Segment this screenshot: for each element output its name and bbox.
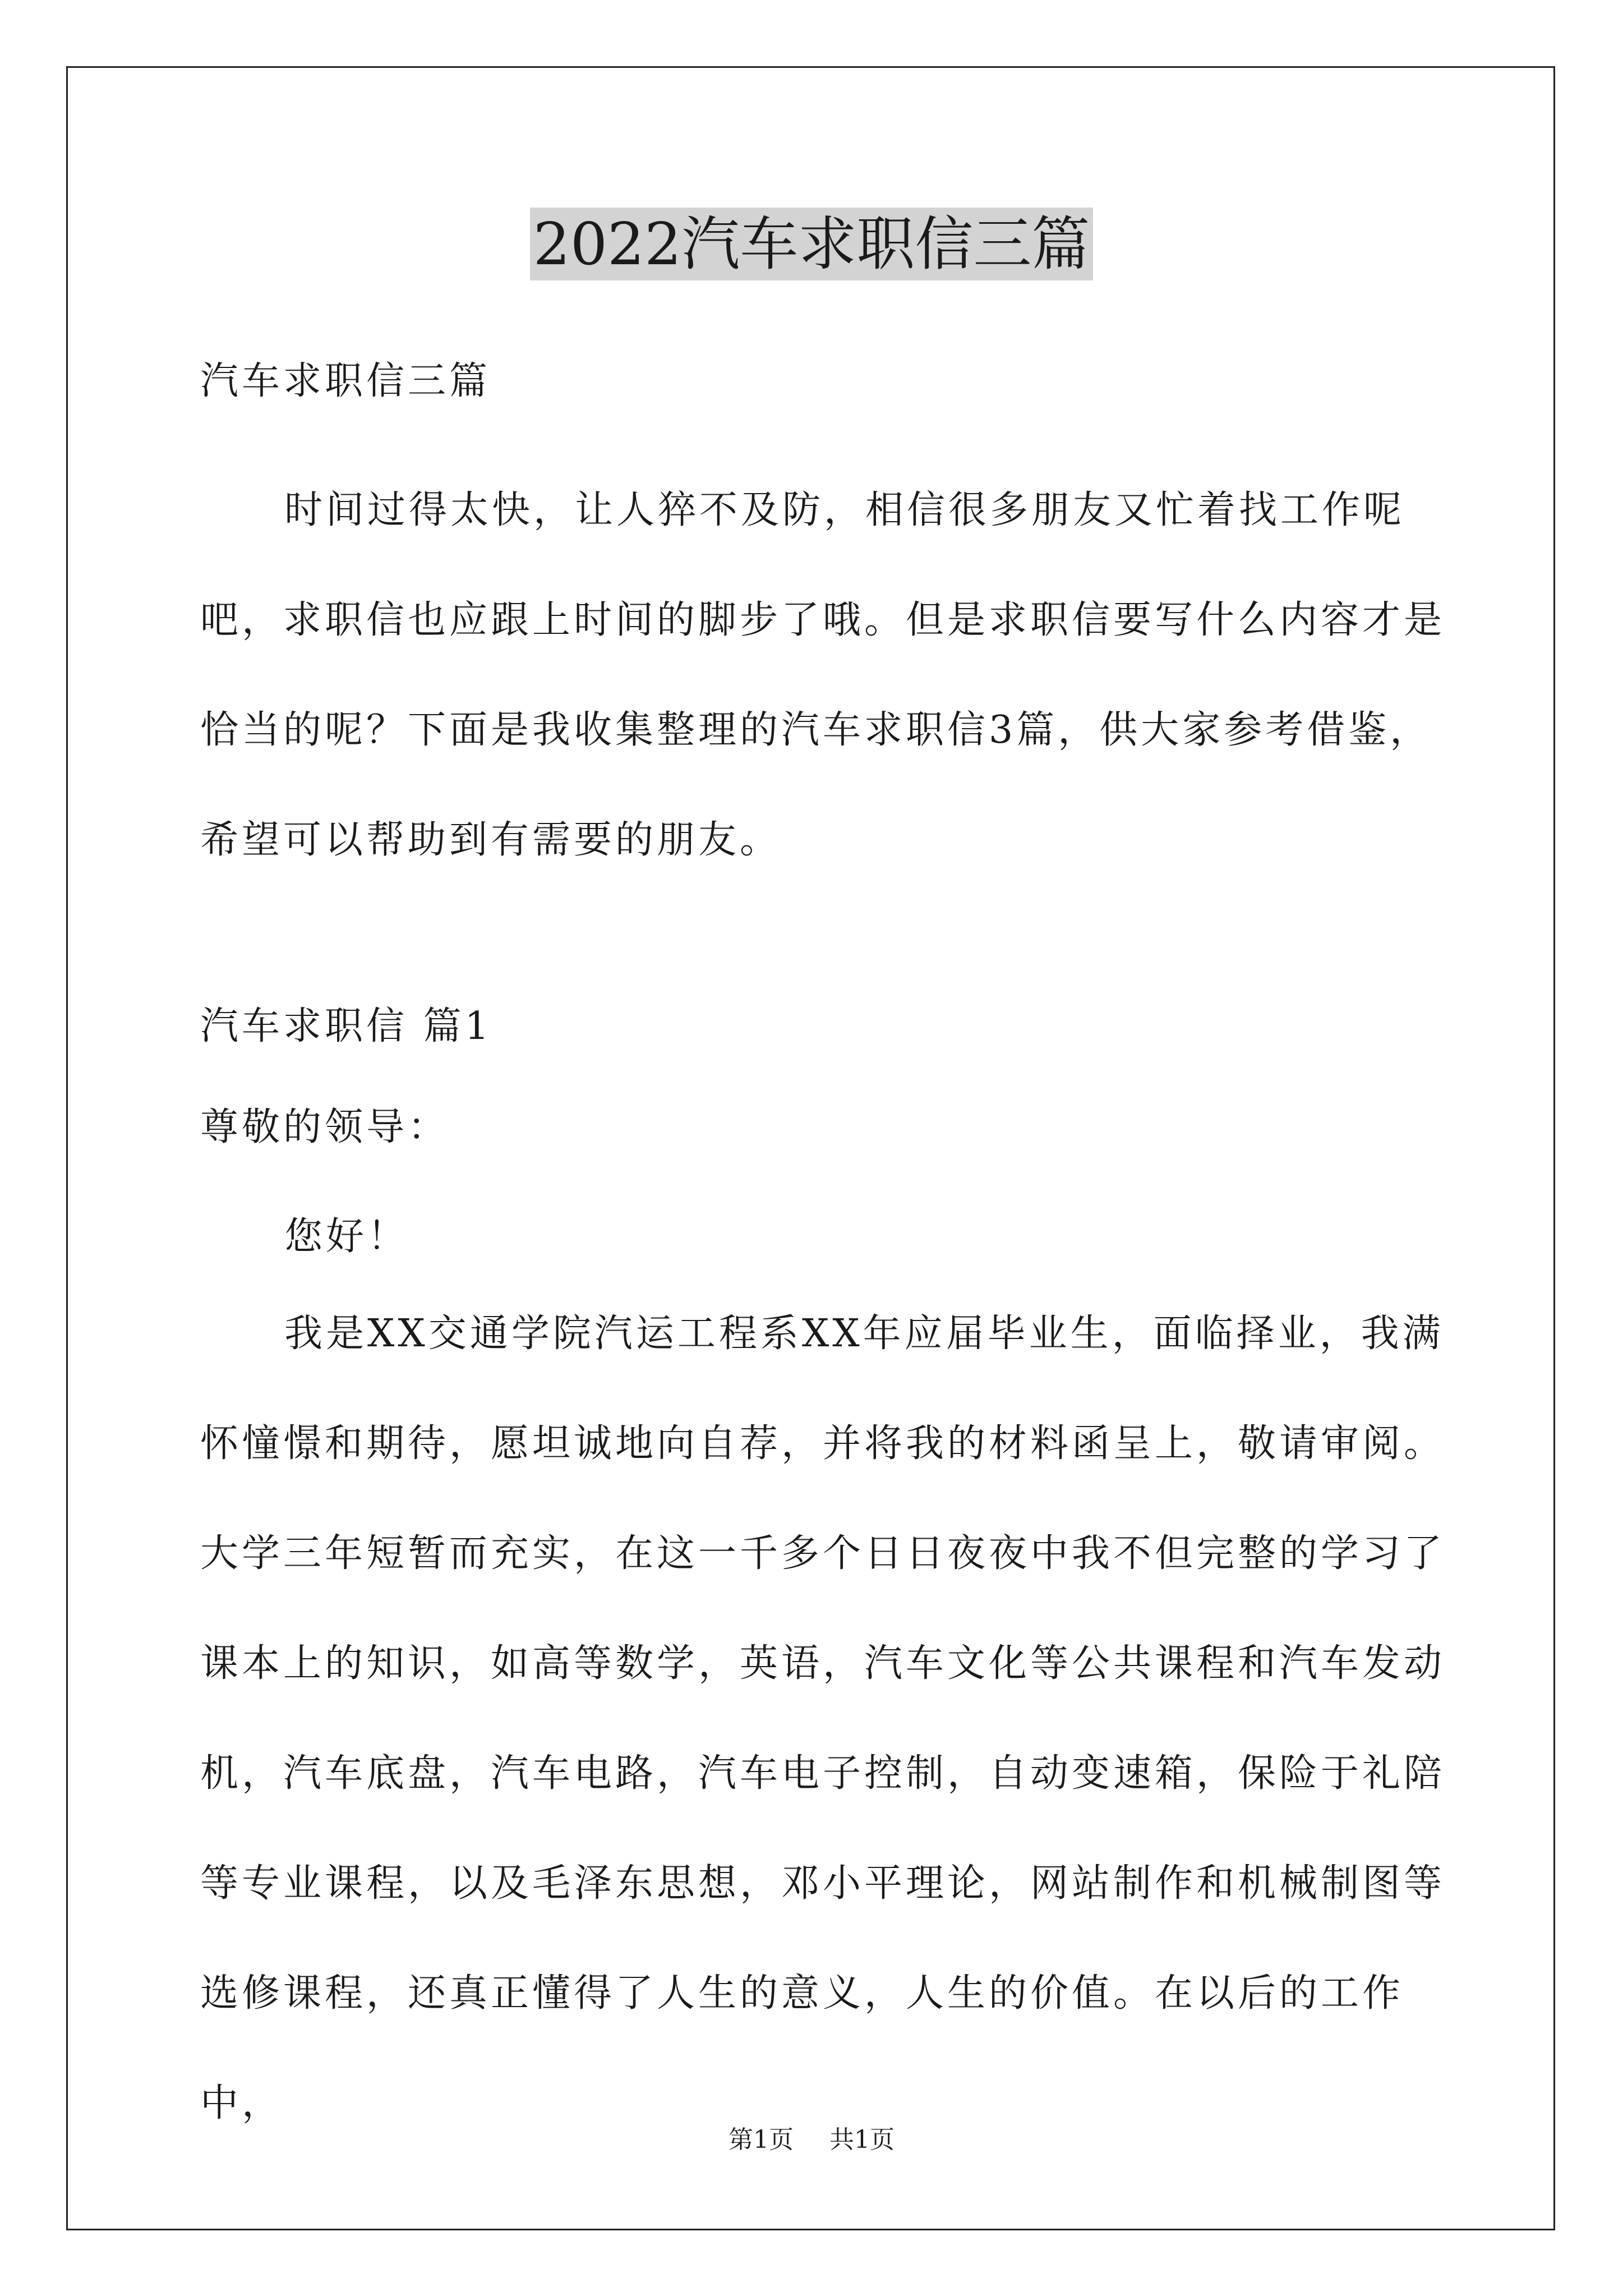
page-footer	[0, 2123, 1623, 2157]
salutation: 尊敬的领导：	[200, 1105, 450, 1149]
title-text: 2022汽车求职信三篇	[530, 208, 1094, 280]
page-number: 第1页	[728, 2125, 794, 2154]
page-total: 共1页	[829, 2125, 895, 2154]
subtitle: 汽车求职信三篇	[200, 359, 491, 403]
greeting: 您好！	[284, 1214, 409, 1259]
section-heading: 汽车求职信 篇1	[200, 1004, 492, 1048]
document-title	[0, 208, 1623, 280]
body-paragraph: 我是XX交通学院汽运工程系XX年应届毕业生，面临择业，我满怀憧憬和期待，愿坦诚地向自荐，并将我的材料函呈上，敬请审阅。大学三年短暂而充实，在这一千多个日日夜夜中我不但完整的学习了课本上的知识，如高等数学，英语，汽车文化等公共课程和汽车发动机，汽车底盘，汽车电路，汽车电子控制，自动变速箱，保险于礼陪等专业课程，以及毛泽东思想，邓小平理论，网站制作和机械制图等选修课程，还真正懂得了人生的意义，人生的价值。在以后的工作中，	[200, 1312, 1446, 2125]
intro-paragraph: 时间过得太快，让人猝不及防，相信很多朋友又忙着找工作呢吧，求职信也应跟上时间的脚步了哦。但是求职信要写什么内容才是恰当的呢？下面是我收集整理的汽车求职信3篇，供大家参考借鉴，希望可以帮助到有需要的朋友。	[200, 488, 1446, 862]
